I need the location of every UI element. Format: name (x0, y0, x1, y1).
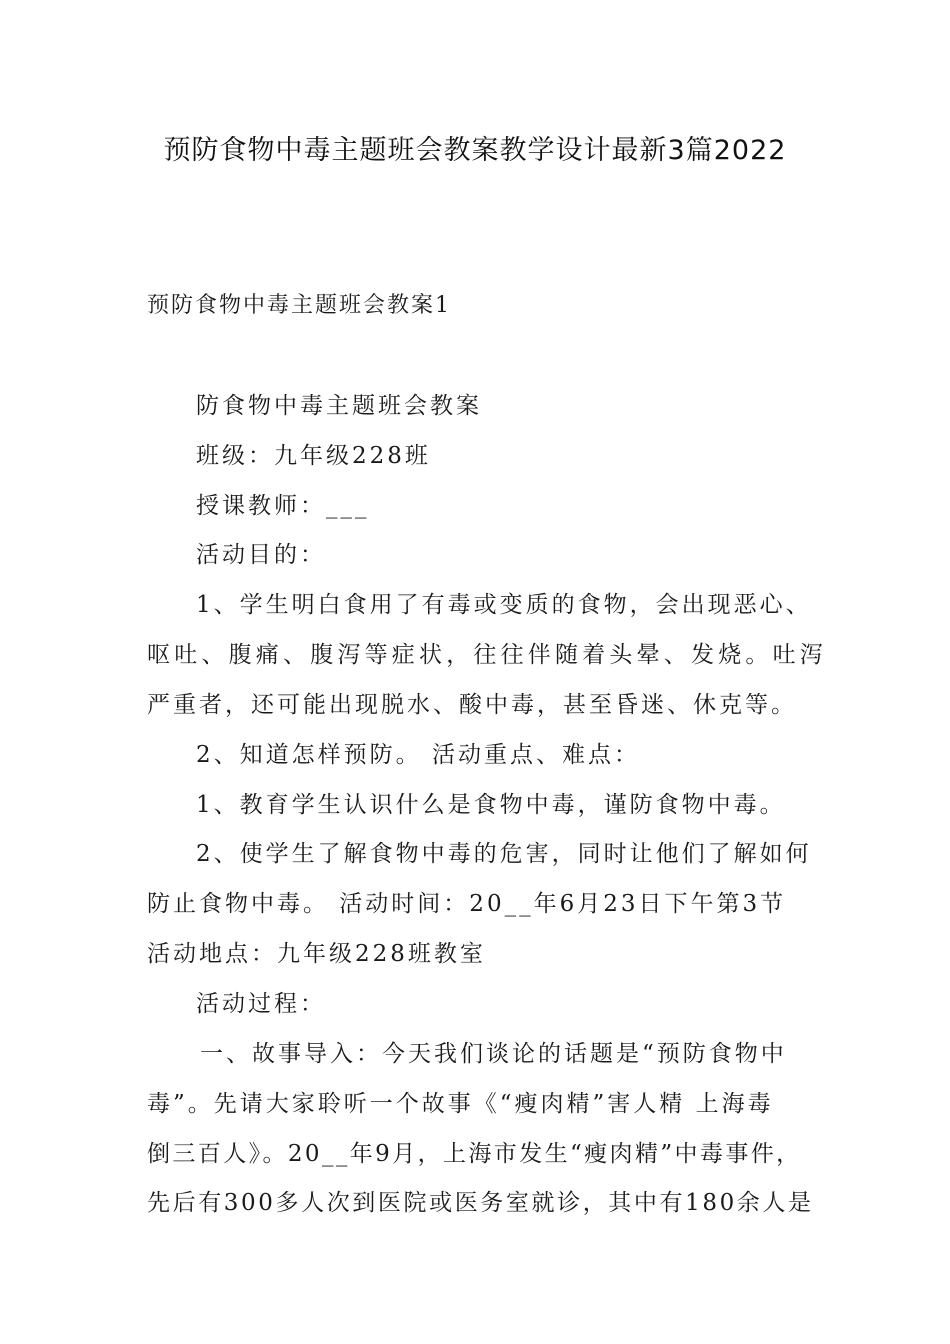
paragraph-line: 一、故事导入：今天我们谈论的话题是“预防食物中 (200, 1041, 787, 1067)
paragraph-line: 1、学生明白食用了有毒或变质的食物，会出现恶心、 (196, 592, 812, 618)
document-title: 预防食物中毒主题班会教案教学设计最新3篇2022 (163, 135, 787, 166)
paragraph-line: 1、教育学生认识什么是食物中毒，谨防食物中毒。 (196, 792, 786, 818)
paragraph-line: 2、使学生了解食物中毒的危害，同时让他们了解如何 (196, 841, 812, 867)
paragraph-line: 倒三百人》。20__年9月，上海市发生“瘦肉精”中毒事件， (147, 1141, 802, 1167)
paragraph-line: 呕吐、腹痛、腹泻等症状，往往伴随着头晕、发烧。吐泻 (147, 642, 827, 668)
section-heading: 预防食物中毒主题班会教案1 (147, 293, 451, 318)
paragraph-line: 活动过程： (196, 991, 326, 1017)
paragraph-line: 防食物中毒主题班会教案 (196, 393, 482, 419)
paragraph-line: 活动地点：九年级228班教室 (147, 941, 486, 967)
paragraph-line: 先后有300多人次到医院或医务室就诊，其中有180余人是 (147, 1190, 814, 1216)
paragraph-line: 毒”。先请大家聆听一个故事《“瘦肉精”害人精 上海毒 (147, 1091, 774, 1117)
paragraph-line: 班级：九年级228班 (196, 443, 431, 469)
paragraph-line: 2、知道怎样预防。 活动重点、难点： (196, 742, 640, 768)
paragraph-line: 防止食物中毒。 活动时间：20__年6月23日下午第3节 (147, 891, 787, 917)
paragraph-line: 活动目的： (196, 542, 326, 568)
paragraph-line: 严重者，还可能出现脱水、酸中毒，甚至昏迷、休克等。 (147, 692, 797, 718)
paragraph-line: 授课教师：___ (196, 493, 370, 519)
